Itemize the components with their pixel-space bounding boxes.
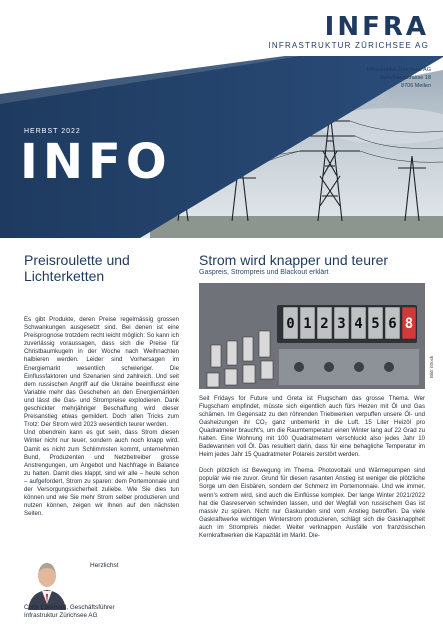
closing-greeting: Herzlichst (90, 562, 119, 569)
signature-name: Chris Eberhard, Geschäftsführer (24, 604, 115, 611)
meter-digit: 0 (286, 316, 295, 332)
logo-wordmark: INFRA (324, 12, 429, 42)
meter-digit: 2 (320, 316, 329, 332)
electricity-meter-photo (199, 283, 425, 389)
editorial-column (24, 252, 179, 518)
author-photo (24, 554, 70, 610)
article-body (199, 395, 425, 540)
company-address (367, 66, 431, 90)
editorial-paragraph: Es gibt Produkte, deren Preise regelmässig grossen Schwankungen ausgesetzt sind. Bei denen ist eine Preisprognose trotzdem recht leicht möglich: So kann ich zuverlässig voraussagen, dass sich die Preise für Christbaumkugeln in der Woche nach Weihnachten halbieren werden. Leider sind Vorhersagen im Energiemarkt wesentlich schwieriger. Die Einflussfaktoren und Szenarien sind zahlreich. Und seit dem russischen Angriff auf die Ukraine beeinflusst eine Variable mehr das Geschehen an den Energiemärkten und lässt die Gas- und Strompreise explodieren. Dank geschickter mehrjähriger Beschaffung wird dieser Preisanstieg etwas gemildert. Doch allen Tricks zum Trotz: Der Strom wird 2023 wesentlich teurer werden. (24, 316, 179, 429)
issue-season: HERBST 2022 (24, 128, 81, 135)
logo-tagline: INFRASTRUKTUR ZÜRICHSEE AG (268, 41, 429, 50)
meter-digit: 3 (337, 316, 346, 332)
header-bar (0, 0, 443, 56)
article-header (199, 252, 425, 276)
signature-company: Infrastruktur Zürichsee AG (24, 612, 98, 620)
article-paragraph: Doch plötzlich ist Bewegung im Thema. Photovoltaik und Wärmepumpen sind populär wie nie zuvor. Grund für diesen rasanten Anstieg ist weniger die plötzliche Sorge um den Eisbären, sondern der Schmerz im Portemonnaie. Und wie immer, wenn's extrem wird, sind auch die Einflüsse komplex. Der lange Winter 2021/2022 hat die Gasreserven schwinden lassen, und der Wegfall von russischem Gas ist massiv zu spüren. Nicht nur Gaskunden sind vom Anstieg betroffen. Da viele Gaskraftwerke wichtigen Winterstrom produzieren, schlägt sich die Gasknappheit auch im Strompreis nieder. Weiter verknappen Ausfälle von französischen Kernkraftwerken die Kapazität im Markt. Die- (199, 467, 425, 539)
editorial-paragraph: Und obendrein kann es gut sein, dass Strom diesen Winter nicht nur teuer, sondern auch noch knapp wird. Damit es nicht zum Schlimmsten kommt, unternehmen Bund, Produzenten und Netzbetreiber grosse Anstrengungen, um Angebot und Nachfrage in Balance zu halten. Damit dies klappt, sind wir alle – heute schon – aufgefordert, Strom zu sparen: dem Portemonnaie und der Versorgungssicherheit zuliebe. Wie Sie dies tun können und wie Sie mehr Strom selber produzieren und nutzen können, zeigen wir Ihnen auf den nächsten Seiten. (24, 429, 179, 518)
company-logo (268, 14, 429, 50)
article-subtitle: Gaspreis, Strompreis und Blackout erklärt (199, 269, 329, 276)
address-line: Infrastruktur Zürichsee AG (366, 67, 431, 73)
photo-credit: Bild: iStock (429, 355, 434, 378)
article-paragraph: Seit Fridays for Future und Greta ist Flugscham das grosse Thema. Wer Flugscham empfindet, müsste sich eigentlich auch fürs Heizen mit Öl und Gas schämen. Im Gegensatz zu den röhrenden Triebwerken verpuffen unsere Öl- und Gasheizungen ihr CO₂ ganz unbemerkt in die Luft. 15 Liter Heizöl pro Quadratmeter braucht's, um die Raumtemperatur einen Winter lang auf 22 Grad zu halten. Eine Wohnung mit 100 Quadratmetern verschluckt also jedes Jahr 10 Badewannen voll Öl. Das resultiert darin, dass für eine behagliche Temperatur im Heim jedes Jahr 15 Quadratmeter Polareis zerstört werden. (199, 395, 425, 459)
magazine-title: INFO (20, 134, 172, 190)
editorial-title: Preisroulette und Lichterketten (24, 252, 130, 284)
meter-digit: 5 (371, 316, 380, 332)
signature-block (24, 604, 115, 620)
article-title: Strom wird knapper und teurer (199, 252, 389, 268)
meter-digit: 4 (354, 316, 363, 332)
editorial-body (24, 316, 179, 518)
meter-digit: 1 (303, 316, 312, 332)
meter-digit: 6 (388, 316, 397, 332)
address-line: 8706 Meilen (401, 83, 431, 89)
meter-digit: 8 (404, 316, 414, 332)
address-line: Schulhausstrasse 18 (379, 75, 431, 81)
